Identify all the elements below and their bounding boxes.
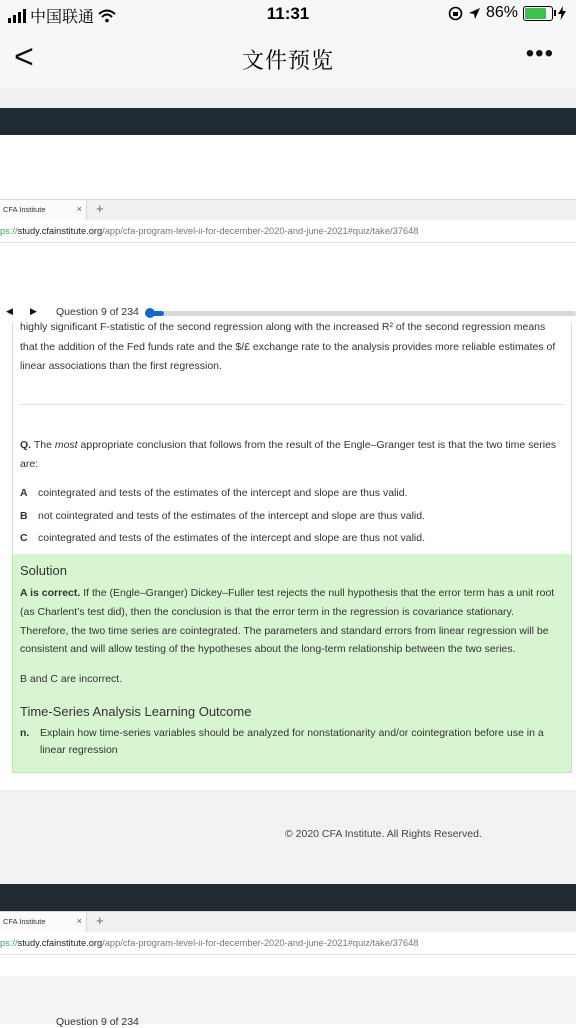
option-text: cointegrated and tests of the estimates of the intercept and slope are thus not valid. [38,532,425,544]
browser-tab[interactable] [0,200,87,220]
option-b[interactable] [20,510,425,522]
option-a[interactable] [20,487,407,499]
top-spacer [0,88,576,108]
question-text-line-2: are: [20,458,39,470]
learning-outcome-line-1: Explain how time-series variables should be analyzed for nonstationarity and/or cointegration before use in a [40,727,544,739]
incorrect-note: B and C are incorrect. [20,673,123,685]
page-title: 文件预览 [241,48,334,73]
option-text: not cointegrated and tests of the estimates of the intercept and slope are thus valid. [38,510,425,522]
option-letter: A [20,487,28,499]
option-c[interactable] [20,532,425,544]
dark-band [0,108,576,135]
question-text-a: The [33,439,55,451]
battery-percent: 86% [485,4,518,21]
carrier-name: 中国联通 [30,9,95,26]
solution-line-1-text: If the (Engle–Granger) Dickey–Fuller test rejects the null hypothesis that the error term has a unit root [80,587,555,599]
dark-band-2 [0,884,576,911]
charging-icon [558,6,566,20]
status-time: 11:31 [266,4,310,23]
question-text-emphasis: most [54,439,78,451]
location-icon [468,7,481,20]
status-right-group [448,4,566,22]
learning-outcome-line-2: linear regression [40,744,118,756]
intro-line-2: that the addition of the Fed funds rate and the $/£ exchange rate to the analysis provides more reliable estimates of [20,341,556,353]
question-text-c: appropriate conclusion that follows from the result of the Engle–Granger test is that the two time series [77,439,557,451]
battery-icon [523,6,553,21]
divider [20,404,564,405]
solution-line-4: consistent and will allow testing of the hypotheses about the long-term relationship between the two series. [20,643,516,655]
next-question-button[interactable]: ▶ [30,306,37,316]
back-button[interactable]: < [14,38,34,76]
new-tab-button[interactable]: + [96,201,104,216]
address-bar-2[interactable] [0,932,576,955]
status-bar [0,0,576,30]
question-number-2: Question 9 of 234 [56,1016,139,1028]
intro-line-3: linear associations than the first regression. [20,360,222,372]
solution-line-2: (as Charlent’s test did), then the conclusion is that the error term in the regression is covariance stationary. [20,606,514,618]
correct-answer: A is correct. [20,587,81,599]
new-tab-button[interactable]: + [96,913,104,928]
intro-line-1: highly significant F-statistic of the second regression along with the increased R² of the second regression means [20,321,546,333]
url-scheme: ps:// [0,938,18,948]
rotation-lock-icon [448,6,463,21]
browser-tab-bar-2 [0,911,576,932]
solution-heading: Solution [20,563,67,578]
close-tab-icon[interactable]: × [76,204,82,214]
more-button[interactable]: ••• [525,40,554,67]
solution-line-1 [20,584,554,603]
prev-question-button[interactable]: ◀ [6,306,13,316]
url-host: study.cfainstitute.org [17,938,103,948]
solution-line-3: Therefore, the two time series are cointegrated. The parameters and standard errors from linear regression will be [20,625,549,637]
learning-outcome-heading: Time-Series Analysis Learning Outcome [20,704,252,719]
browser-tab-bar [0,199,576,220]
address-bar[interactable] [0,220,576,243]
option-text: cointegrated and tests of the estimates of the intercept and slope are thus valid. [38,487,408,499]
question-text [20,436,556,455]
progress-handle[interactable] [145,308,155,318]
copyright: © 2020 CFA Institute. All Rights Reserved. [285,828,482,840]
browser-tab-2[interactable] [0,912,87,932]
option-letter: B [20,510,28,522]
url-host: study.cfainstitute.org [17,226,103,236]
url-path: /app/cfa-program-level-ii-for-december-2020-and-june-2021#quiz/take/37648 [102,938,419,948]
close-tab-icon[interactable]: × [76,916,82,926]
progress-track[interactable] [148,311,576,316]
url-scheme: ps:// [0,226,18,236]
tab-label: CFA Institute [3,205,46,214]
question-number: Question 9 of 234 [56,306,139,318]
nav-bar [0,30,576,88]
tab-label: CFA Institute [3,917,46,926]
learning-outcome-letter: n. [20,727,30,739]
question-prefix: Q. [20,439,32,451]
option-letter: C [20,532,28,544]
url-path: /app/cfa-program-level-ii-for-december-2020-and-june-2021#quiz/take/37648 [102,226,419,236]
